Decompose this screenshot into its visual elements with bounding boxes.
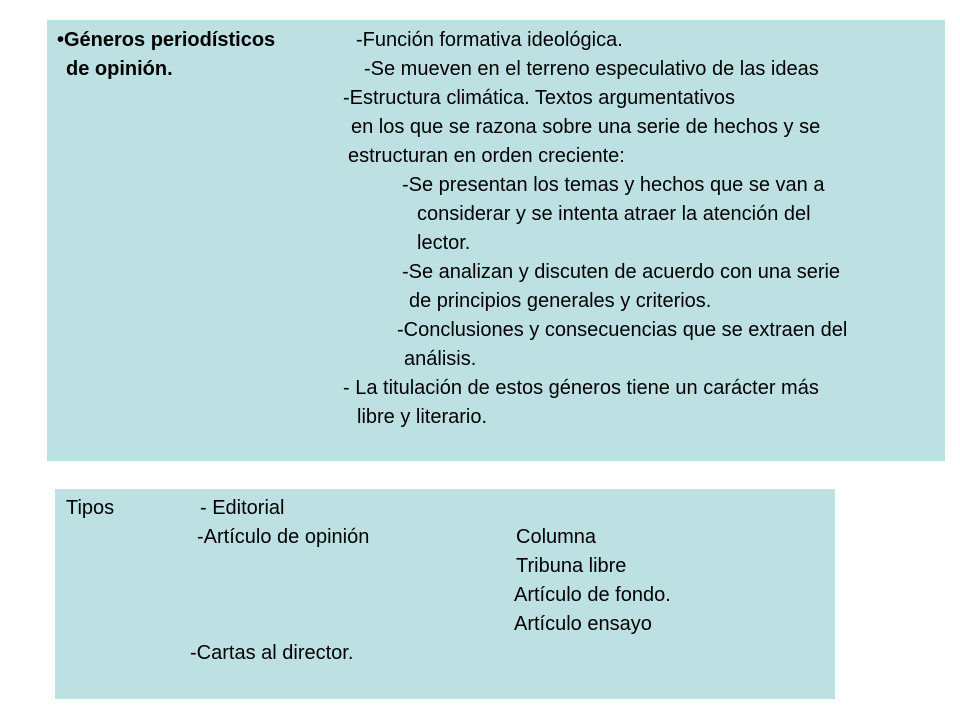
type-opinion-article: -Artículo de opinión — [197, 526, 370, 548]
opinion-line-reasoning: en los que se razona sobre una serie de hechos y se — [351, 116, 821, 138]
opinion-line-function: -Función formativa ideológica. — [356, 29, 623, 51]
opinion-line-attract-attention: considerar y se intenta atraer la atención del — [417, 203, 811, 225]
type-editorial: - Editorial — [200, 497, 285, 519]
opinion-line-reader: lector. — [417, 232, 471, 254]
opinion-line-structure: -Estructura climática. Textos argumentativos — [343, 87, 736, 109]
type-letters-to-editor: -Cartas al director. — [190, 642, 354, 664]
opinion-line-analyze: -Se analizan y discuten de acuerdo con una serie — [402, 261, 841, 283]
opinion-line-conclusions: -Conclusiones y consecuencias que se extraen del — [397, 319, 848, 341]
opinion-line-titling: - La titulación de estos géneros tiene un carácter más — [343, 377, 819, 399]
subtype-free-tribune: Tribuna libre — [516, 555, 627, 577]
opinion-line-order: estructuran en orden creciente: — [348, 145, 625, 167]
types-box — [55, 489, 835, 699]
opinion-line-principles: de principios generales y criterios. — [409, 290, 712, 312]
subtype-column: Columna — [516, 526, 597, 548]
subtype-essay-article: Artículo ensayo — [514, 613, 652, 635]
opinion-line-analysis: análisis. — [404, 348, 477, 370]
opinion-line-free-literary: libre y literario. — [357, 406, 488, 428]
opinion-heading-line-1: •Géneros periodísticos — [57, 29, 276, 51]
types-label: Tipos — [66, 497, 115, 519]
opinion-line-present-topics: -Se presentan los temas y hechos que se van a — [402, 174, 825, 196]
opinion-line-speculative: -Se mueven en el terreno especulativo de las ideas — [364, 58, 819, 80]
subtype-feature-article: Artículo de fondo. — [514, 584, 671, 606]
opinion-heading-line-2: de opinión. — [66, 58, 173, 80]
